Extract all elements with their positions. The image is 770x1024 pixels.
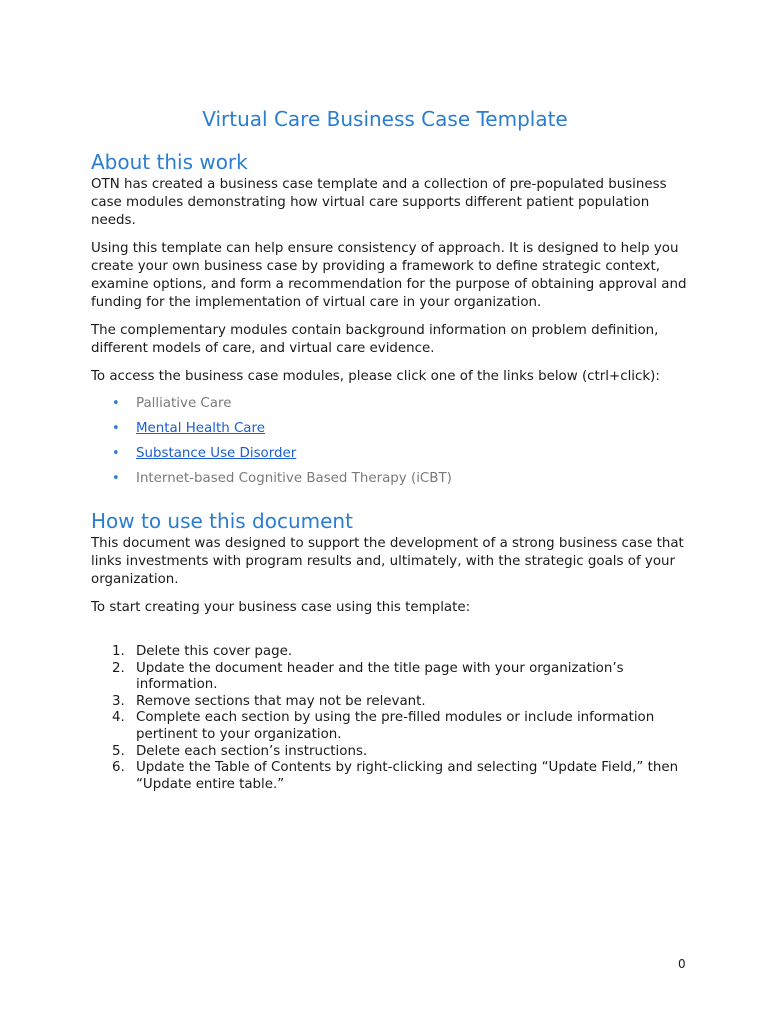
about-heading: About this work [91, 150, 248, 174]
step-number: 2. [112, 660, 125, 676]
step-number: 5. [112, 743, 125, 759]
step-number: 3. [112, 693, 125, 709]
bullet-icon: • [112, 396, 120, 411]
about-paragraph-1: OTN has created a business case template and a collection of pre-populated business case modules demonstrating how virtual care supports different patient population needs. [91, 177, 667, 228]
bullet-icon: • [112, 446, 120, 461]
bullet-icon: • [112, 421, 120, 436]
step-number: 6. [112, 760, 125, 776]
module-link-icbt[interactable] [91, 470, 691, 488]
about-paragraph-2: Using this template can help ensure consistency of approach. It is designed to help you create your own business case by providing a framework to define strategic context, examine options, and form a recommendation for the purpose of obtaining approval and funding for the implementation of virtual care in your organization. [91, 241, 687, 310]
module-link-label[interactable]: Mental Health Care [136, 421, 265, 436]
module-link-label[interactable]: Internet-based Cognitive Based Therapy (iCBT) [136, 471, 452, 486]
step-number: 1. [112, 644, 125, 659]
step-text: Complete each section by using the pre-filled modules or include information pertinent to your organization. [136, 710, 655, 742]
document-body [91, 150, 691, 793]
steps-list [91, 644, 691, 793]
step-item [91, 661, 691, 694]
step-text: Update the document header and the title page with your organization’s information. [136, 660, 624, 693]
module-link-substance-use-disorder[interactable] [91, 445, 691, 463]
page-number: 0 [678, 957, 686, 971]
document-title: Virtual Care Business Case Template [202, 107, 568, 131]
howto-paragraph-1: This document was designed to support the development of a strong business case that links investments with program results and, ultimately, with the strategic goals of your organization. [91, 536, 684, 587]
module-link-label[interactable]: Palliative Care [136, 396, 232, 411]
step-number: 4. [112, 710, 125, 726]
step-item [91, 694, 691, 711]
step-item [91, 644, 691, 661]
module-link-palliative-care[interactable] [91, 395, 691, 413]
module-link-label[interactable]: Substance Use Disorder [136, 446, 297, 461]
step-text: Delete each section’s instructions. [136, 743, 368, 759]
about-paragraph-4: To access the business case modules, please click one of the links below (ctrl+click): [91, 369, 660, 384]
step-text: Delete this cover page. [136, 644, 293, 659]
step-item [91, 760, 691, 793]
about-paragraph-3: The complementary modules contain background information on problem definition, different models of care, and virtual care evidence. [91, 323, 659, 356]
step-text: Update the Table of Contents by right-clicking and selecting “Update Field,” then “Update entire table.” [136, 760, 679, 792]
howto-paragraph-2: To start creating your business case using this template: [91, 600, 471, 615]
step-item [91, 744, 691, 761]
module-links-list [91, 395, 691, 488]
bullet-icon: • [112, 471, 120, 486]
step-item [91, 710, 691, 743]
howto-heading: How to use this document [91, 509, 353, 533]
module-link-mental-health-care[interactable] [91, 420, 691, 438]
step-text: Remove sections that may not be relevant. [136, 693, 426, 709]
